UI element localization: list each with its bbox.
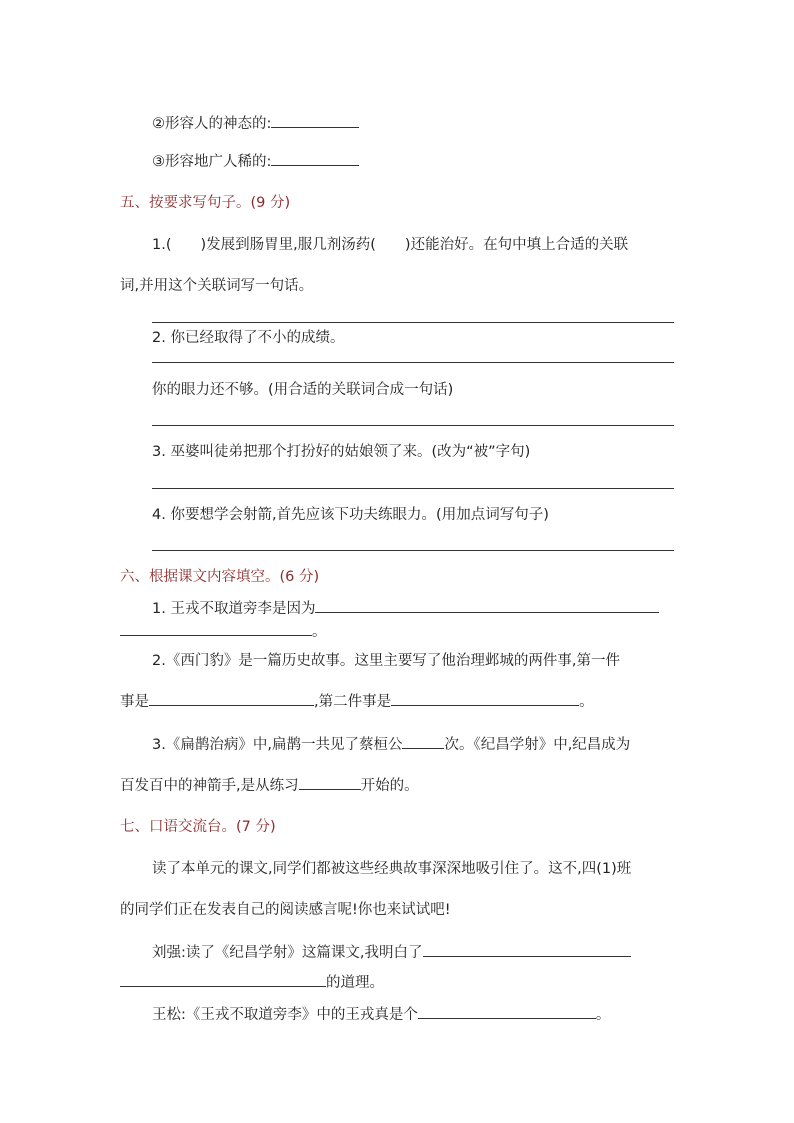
answer-blank[interactable]	[120, 621, 312, 636]
sec4-item3: ③形容地广人稀的:	[152, 150, 359, 171]
sec7-paragraph-line2: 的同学们正在发表自己的阅读感言呢!你也来试试吧!	[120, 902, 451, 918]
answer-blank[interactable]	[418, 1004, 596, 1019]
answer-blank[interactable]	[391, 691, 579, 706]
sec6-q3-line2: 百发百中的神箭手,是从练习 开始的。	[120, 774, 419, 795]
answer-blank[interactable]	[299, 775, 361, 790]
section-5-title: 五、按要求写句子。(9 分)	[120, 195, 291, 211]
section-7-title: 七、口语交流台。(7 分)	[120, 819, 276, 835]
sec7-liu-line2: 的道理。	[120, 971, 384, 992]
answer-blank[interactable]	[315, 598, 659, 613]
sec5-q4: 4. 你要想学会射箭,首先应该下功夫练眼力。(用加点词写句子)	[152, 507, 549, 523]
answer-line[interactable]	[152, 425, 674, 426]
sec6-q1-line2: 。	[120, 620, 327, 641]
answer-blank[interactable]	[149, 691, 314, 706]
sec5-q2-line2: 你的眼力还不够。(用合适的关联词合成一句话)	[152, 382, 454, 398]
answer-blank[interactable]	[271, 151, 359, 166]
answer-line[interactable]	[152, 322, 674, 323]
sec5-q1-line2: 词,并用这个关联词写一句话。	[120, 278, 314, 294]
sec4-item2: ②形容人的神态的:	[152, 112, 359, 133]
answer-blank[interactable]	[402, 734, 444, 749]
answer-blank[interactable]	[120, 972, 326, 987]
section-6-title: 六、根据课文内容填空。(6 分)	[120, 569, 320, 585]
sec7-paragraph-line1: 读了本单元的课文,同学们都被这些经典故事深深地吸引住了。这不,四(1)班	[152, 861, 632, 877]
sec5-q2-line1: 2. 你已经取得了不小的成绩。	[152, 330, 345, 346]
sec7-wang-line: 王松:《王戎不取道旁李》中的王戎真是个 。	[152, 1003, 610, 1024]
answer-line[interactable]	[152, 362, 674, 363]
sec6-q3-line1: 3.《扁鹊治病》中,扁鹊一共见了蔡桓公 次。《纪昌学射》中,纪昌成为	[152, 733, 630, 754]
sec7-liu-line1: 刘强:读了《纪昌学射》这篇课文,我明白了	[152, 941, 631, 962]
sec6-q1-line1: 1. 王戎不取道旁李是因为	[152, 597, 659, 618]
sec5-q3: 3. 巫婆叫徒弟把那个打扮好的姑娘领了来。(改为“被”字句)	[152, 444, 531, 460]
answer-blank[interactable]	[271, 113, 359, 128]
answer-line[interactable]	[152, 488, 674, 489]
answer-blank[interactable]	[423, 942, 631, 957]
answer-line[interactable]	[152, 550, 674, 551]
sec6-q2-line2: 事是 ,第二件事是 。	[120, 690, 594, 711]
sec6-q2-line1: 2.《西门豹》是一篇历史故事。这里主要写了他治理邺城的两件事,第一件	[152, 653, 620, 669]
sec5-q1-line1: 1.( )发展到肠胃里,服几剂汤药( )还能治好。在句中填上合适的关联	[152, 237, 629, 253]
